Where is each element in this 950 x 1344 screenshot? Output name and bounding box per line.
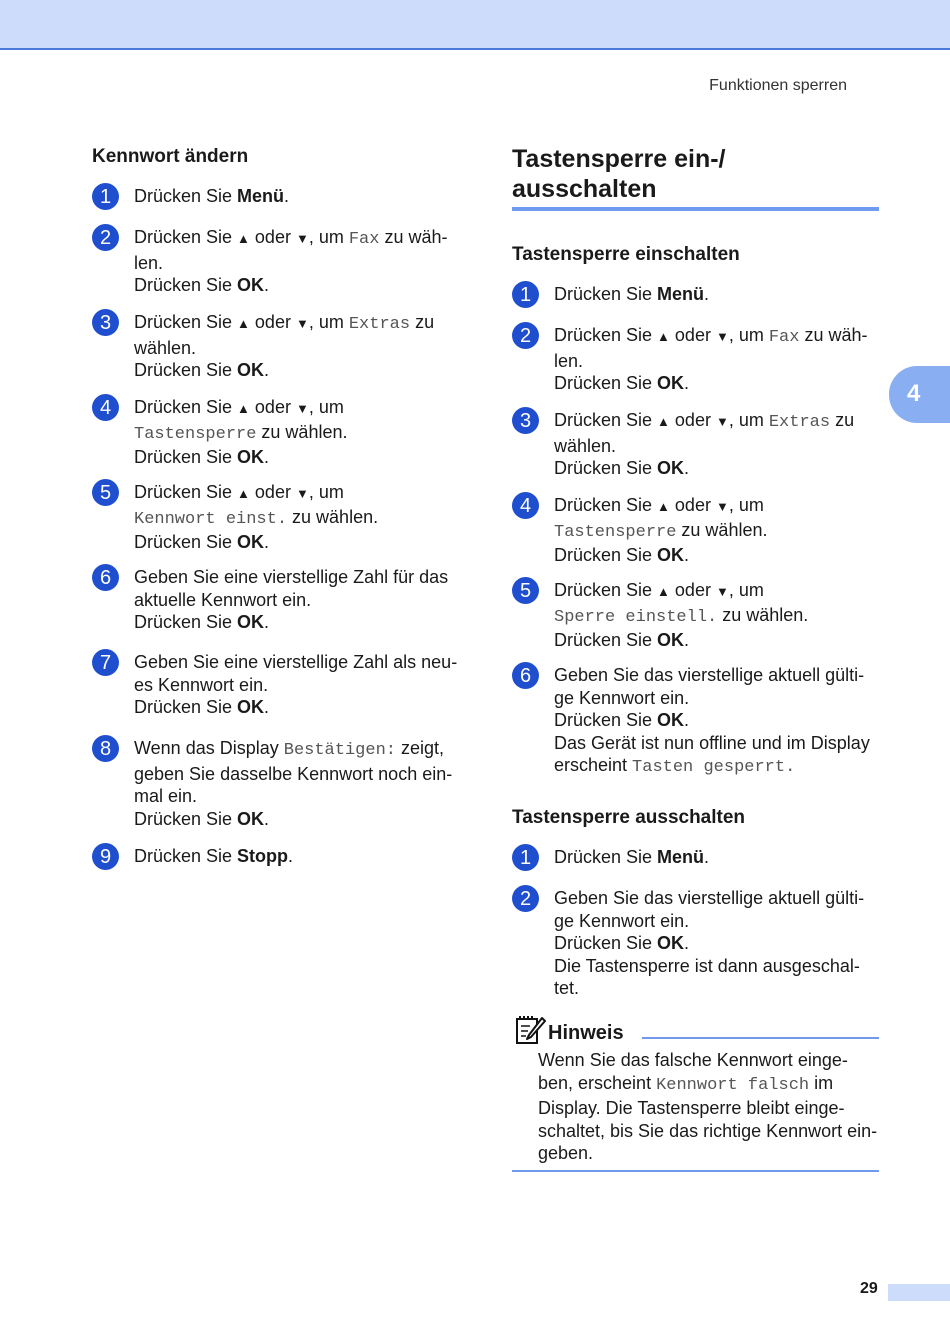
text-line xyxy=(538,1072,877,1098)
text-segment: , um xyxy=(308,397,344,417)
text-segment: Drücken Sie xyxy=(554,325,658,345)
text-line xyxy=(134,337,434,360)
text-segment: , um xyxy=(728,580,764,600)
text-segment: Drücken Sie xyxy=(554,580,658,600)
step-text xyxy=(554,579,808,652)
key-label: OK xyxy=(657,373,685,393)
key-label: OK xyxy=(237,532,265,552)
text-line xyxy=(554,409,854,435)
text-segment: Drücken Sie xyxy=(554,458,658,478)
step-text xyxy=(134,311,434,382)
step-number-badge: 2 xyxy=(512,885,539,912)
key-label: OK xyxy=(657,630,685,650)
text-segment: Drücken Sie xyxy=(134,482,238,502)
text-segment: Drücken Sie xyxy=(554,545,658,565)
text-line xyxy=(538,1142,877,1165)
text-line xyxy=(134,226,447,252)
display-text: Extras xyxy=(348,315,411,334)
text-line xyxy=(134,396,347,421)
text-segment: . xyxy=(704,284,710,304)
page-title xyxy=(512,144,726,204)
text-line xyxy=(554,324,867,350)
page-number: 29 xyxy=(860,1280,878,1297)
step-text xyxy=(554,324,867,395)
up-arrow-icon: ▲ xyxy=(237,401,250,416)
step-number-badge: 5 xyxy=(92,479,119,506)
footer-band xyxy=(888,1284,950,1301)
step-number-badge: 4 xyxy=(92,394,119,421)
text-segment: . xyxy=(264,808,270,829)
text-segment: . xyxy=(264,447,270,467)
step-text xyxy=(134,845,293,868)
text-segment: Drücken Sie xyxy=(134,312,238,332)
text-line xyxy=(538,1097,877,1120)
text-line xyxy=(554,977,864,1000)
display-text: Bestätigen: xyxy=(283,741,396,760)
text-segment: . xyxy=(684,933,690,953)
text-line xyxy=(134,446,347,469)
text-segment: aktuelle Kennwort ein. xyxy=(134,589,312,610)
step-number-badge: 9 xyxy=(92,843,119,870)
text-line xyxy=(554,435,854,458)
step-number-badge: 3 xyxy=(92,309,119,336)
key-label: OK xyxy=(657,545,685,565)
text-segment: zu wählen. xyxy=(287,506,379,527)
text-line xyxy=(134,421,347,447)
text-line xyxy=(554,544,767,567)
text-line xyxy=(538,1120,877,1143)
text-segment: erscheint xyxy=(554,755,633,775)
text-line xyxy=(134,481,378,506)
text-line xyxy=(134,531,378,554)
step-number-badge: 2 xyxy=(92,224,119,251)
text-segment: . xyxy=(684,458,690,478)
step-text xyxy=(554,409,854,480)
text-segment: Geben Sie das vierstellige aktuell gülti- xyxy=(554,665,865,685)
text-segment: Drücken Sie xyxy=(134,447,238,467)
text-line xyxy=(134,845,293,868)
text-segment: wählen. xyxy=(554,435,617,456)
up-arrow-icon: ▲ xyxy=(237,316,250,331)
display-text: Tastensperre xyxy=(134,424,257,444)
display-text: Tasten gesperrt. xyxy=(632,758,796,777)
text-segment: Geben Sie das vierstellige aktuell gülti- xyxy=(554,888,865,908)
up-arrow-icon: ▲ xyxy=(237,486,250,501)
display-text: Extras xyxy=(768,413,831,432)
display-text: Tastensperre xyxy=(554,522,677,542)
text-segment: Display. Die Tastensperre bleibt einge- xyxy=(538,1098,845,1118)
text-segment: Geben Sie eine vierstellige Zahl für das xyxy=(134,567,449,587)
text-line xyxy=(554,664,870,687)
step-text xyxy=(134,226,447,297)
text-segment: len. xyxy=(134,252,164,273)
text-line xyxy=(554,350,867,373)
key-label: OK xyxy=(237,447,265,467)
key-label: Menü xyxy=(237,186,285,206)
text-segment: . xyxy=(264,275,270,295)
text-segment: , um xyxy=(308,482,344,502)
step-number-badge: 3 xyxy=(512,407,539,434)
page-title-line-1: Tastensperre ein-/ xyxy=(512,145,726,173)
step-number-badge: 8 xyxy=(92,735,119,762)
text-segment: Drücken Sie xyxy=(554,847,658,867)
down-arrow-icon: ▼ xyxy=(295,401,309,416)
text-line xyxy=(134,808,452,831)
text-segment: zu wählen. xyxy=(676,519,768,540)
step-number-badge: 6 xyxy=(512,662,539,689)
step-number-badge: 2 xyxy=(512,322,539,349)
display-text: Sperre einstell. xyxy=(554,607,718,627)
text-segment: Drücken Sie xyxy=(134,360,238,380)
display-text: Fax xyxy=(768,328,800,347)
text-segment: Die Tastensperre ist dann ausgeschal- xyxy=(554,955,860,976)
text-segment: schaltet, bis Sie das richtige Kennwort ein- xyxy=(538,1120,878,1141)
text-line xyxy=(134,566,448,589)
text-line xyxy=(134,674,457,697)
text-segment: es Kennwort ein. xyxy=(134,674,269,695)
text-segment: Drücken Sie xyxy=(554,710,658,730)
text-line xyxy=(554,955,864,978)
text-line xyxy=(554,887,864,910)
step-number-badge: 5 xyxy=(512,577,539,604)
text-segment: Wenn das Display xyxy=(134,738,284,758)
step-number-badge: 7 xyxy=(92,649,119,676)
text-segment: Drücken Sie xyxy=(554,410,658,430)
display-text: Kennwort falsch xyxy=(656,1075,810,1095)
text-line xyxy=(554,372,867,395)
step-text xyxy=(554,887,864,1000)
text-segment: , um xyxy=(728,325,769,345)
text-segment: Das Gerät ist nun offline und im Display xyxy=(554,732,870,753)
key-label: Menü xyxy=(657,847,705,867)
text-segment: . xyxy=(264,532,270,552)
top-header-band xyxy=(0,0,950,50)
text-segment: Drücken Sie xyxy=(134,397,238,417)
text-line xyxy=(554,283,709,306)
title-rule xyxy=(512,207,879,211)
text-segment: , um xyxy=(728,410,769,430)
text-segment: . xyxy=(264,612,270,632)
text-segment: . xyxy=(284,186,290,206)
text-segment: Wenn Sie das falsche Kennwort einge- xyxy=(538,1050,848,1070)
text-segment: Drücken Sie xyxy=(554,373,658,393)
text-line xyxy=(554,754,870,780)
text-line xyxy=(554,932,864,955)
heading-tastensperre-ausschalten: Tastensperre ausschalten xyxy=(512,807,746,828)
step-text xyxy=(554,846,709,869)
text-segment: Drücken Sie xyxy=(134,697,238,717)
text-line xyxy=(134,785,452,808)
text-line xyxy=(554,494,767,519)
step-number-badge: 4 xyxy=(512,492,539,519)
down-arrow-icon: ▼ xyxy=(715,329,729,344)
text-segment: oder xyxy=(669,325,716,345)
text-segment: , um xyxy=(308,312,349,332)
key-label: OK xyxy=(237,697,265,717)
text-segment: Drücken Sie xyxy=(134,846,238,866)
note-body xyxy=(538,1049,877,1165)
text-segment: Geben Sie eine vierstellige Zahl als neu- xyxy=(134,652,458,672)
up-arrow-icon: ▲ xyxy=(657,584,670,599)
text-line xyxy=(134,311,434,337)
step-number-badge: 1 xyxy=(92,183,119,210)
key-label: OK xyxy=(237,808,265,829)
text-line xyxy=(134,359,434,382)
text-segment: Drücken Sie xyxy=(134,532,238,552)
text-segment: Drücken Sie xyxy=(134,612,238,632)
text-segment: . xyxy=(264,360,270,380)
note-rule-bottom xyxy=(512,1170,879,1172)
heading-kennwort-aendern: Kennwort ändern xyxy=(92,146,249,167)
step-text xyxy=(134,481,378,554)
text-segment: len. xyxy=(554,350,584,371)
text-segment: im xyxy=(809,1072,834,1093)
step-text xyxy=(134,185,289,208)
text-line xyxy=(134,274,447,297)
down-arrow-icon: ▼ xyxy=(715,414,729,429)
text-segment: . xyxy=(684,630,690,650)
text-segment: zeigt, xyxy=(395,738,444,758)
text-segment: oder xyxy=(669,495,716,515)
text-line xyxy=(134,651,457,674)
text-line xyxy=(134,696,457,719)
step-text xyxy=(554,494,767,567)
text-segment: zu wählen. xyxy=(256,421,348,442)
text-line xyxy=(554,910,864,933)
up-arrow-icon: ▲ xyxy=(657,414,670,429)
key-label: OK xyxy=(657,458,685,478)
text-line xyxy=(554,709,870,732)
text-segment: oder xyxy=(669,580,716,600)
text-line xyxy=(554,846,709,869)
heading-tastensperre-einschalten: Tastensperre einschalten xyxy=(512,244,740,265)
text-line xyxy=(554,687,870,710)
text-line xyxy=(134,252,447,275)
text-segment: zu wählen. xyxy=(717,604,809,625)
text-segment: oder xyxy=(249,227,296,247)
text-line xyxy=(554,604,808,630)
chapter-number: 4 xyxy=(907,380,921,407)
text-segment: Drücken Sie xyxy=(554,630,658,650)
display-text: Kennwort einst. xyxy=(134,509,288,529)
text-segment: ge Kennwort ein. xyxy=(554,687,690,708)
step-text xyxy=(134,651,457,719)
text-segment: Drücken Sie xyxy=(554,284,658,304)
key-label: Stopp xyxy=(237,846,289,866)
text-line xyxy=(134,506,378,532)
down-arrow-icon: ▼ xyxy=(295,231,309,246)
key-label: OK xyxy=(657,710,685,730)
key-label: OK xyxy=(237,612,265,632)
text-segment: zu xyxy=(830,410,855,430)
up-arrow-icon: ▲ xyxy=(657,499,670,514)
text-segment: . xyxy=(684,373,690,393)
text-segment: Drücken Sie xyxy=(134,227,238,247)
text-segment: . xyxy=(288,846,294,866)
text-segment: Drücken Sie xyxy=(554,495,658,515)
text-line xyxy=(538,1049,877,1072)
text-segment: oder xyxy=(669,410,716,430)
step-number-badge: 1 xyxy=(512,281,539,308)
text-segment: mal ein. xyxy=(134,786,198,806)
text-segment: wählen. xyxy=(134,337,197,358)
text-segment: . xyxy=(684,710,690,730)
text-segment: Drücken Sie xyxy=(134,186,238,206)
text-line xyxy=(134,611,448,634)
key-label: Menü xyxy=(657,284,705,304)
down-arrow-icon: ▼ xyxy=(295,316,309,331)
text-segment: . xyxy=(704,847,710,867)
step-number-badge: 1 xyxy=(512,844,539,871)
down-arrow-icon: ▼ xyxy=(295,486,309,501)
text-line xyxy=(134,185,289,208)
text-segment: geben Sie dasselbe Kennwort noch ein- xyxy=(134,763,453,784)
text-segment: . xyxy=(684,545,690,565)
text-segment: . xyxy=(264,697,270,717)
text-line xyxy=(554,519,767,545)
step-text xyxy=(134,566,448,634)
running-header: Funktionen sperren xyxy=(709,77,847,94)
text-segment: oder xyxy=(249,312,296,332)
display-text: Fax xyxy=(348,230,380,249)
step-text xyxy=(134,396,347,469)
step-number-badge: 6 xyxy=(92,564,119,591)
text-line xyxy=(134,763,452,786)
up-arrow-icon: ▲ xyxy=(237,231,250,246)
up-arrow-icon: ▲ xyxy=(657,329,670,344)
text-segment: oder xyxy=(249,482,296,502)
text-segment: Drücken Sie xyxy=(134,275,238,295)
text-line xyxy=(134,737,452,763)
text-line xyxy=(554,457,854,480)
text-segment: oder xyxy=(249,397,296,417)
text-segment: ben, erscheint xyxy=(538,1072,657,1093)
key-label: OK xyxy=(237,275,265,295)
step-text xyxy=(554,664,870,780)
text-segment: Drücken Sie xyxy=(134,808,238,829)
text-segment: Drücken Sie xyxy=(554,933,658,953)
text-line xyxy=(554,629,808,652)
note-rule-top xyxy=(642,1037,879,1039)
text-segment: tet. xyxy=(554,978,580,998)
text-line xyxy=(134,589,448,612)
text-line xyxy=(554,732,870,755)
text-segment: zu xyxy=(410,312,435,332)
text-line xyxy=(554,579,808,604)
text-segment: geben. xyxy=(538,1143,594,1163)
key-label: OK xyxy=(657,933,685,953)
text-segment: zu wäh- xyxy=(799,325,868,345)
text-segment: , um xyxy=(728,495,764,515)
key-label: OK xyxy=(237,360,265,380)
text-segment: zu wäh- xyxy=(379,227,448,247)
text-segment: , um xyxy=(308,227,349,247)
down-arrow-icon: ▼ xyxy=(715,499,729,514)
page-title-line-2: ausschalten xyxy=(512,175,657,203)
down-arrow-icon: ▼ xyxy=(715,584,729,599)
note-pencil-icon xyxy=(514,1015,546,1047)
note-title: Hinweis xyxy=(548,1022,624,1044)
step-text xyxy=(554,283,709,306)
step-text xyxy=(134,737,452,830)
text-segment: ge Kennwort ein. xyxy=(554,910,690,931)
